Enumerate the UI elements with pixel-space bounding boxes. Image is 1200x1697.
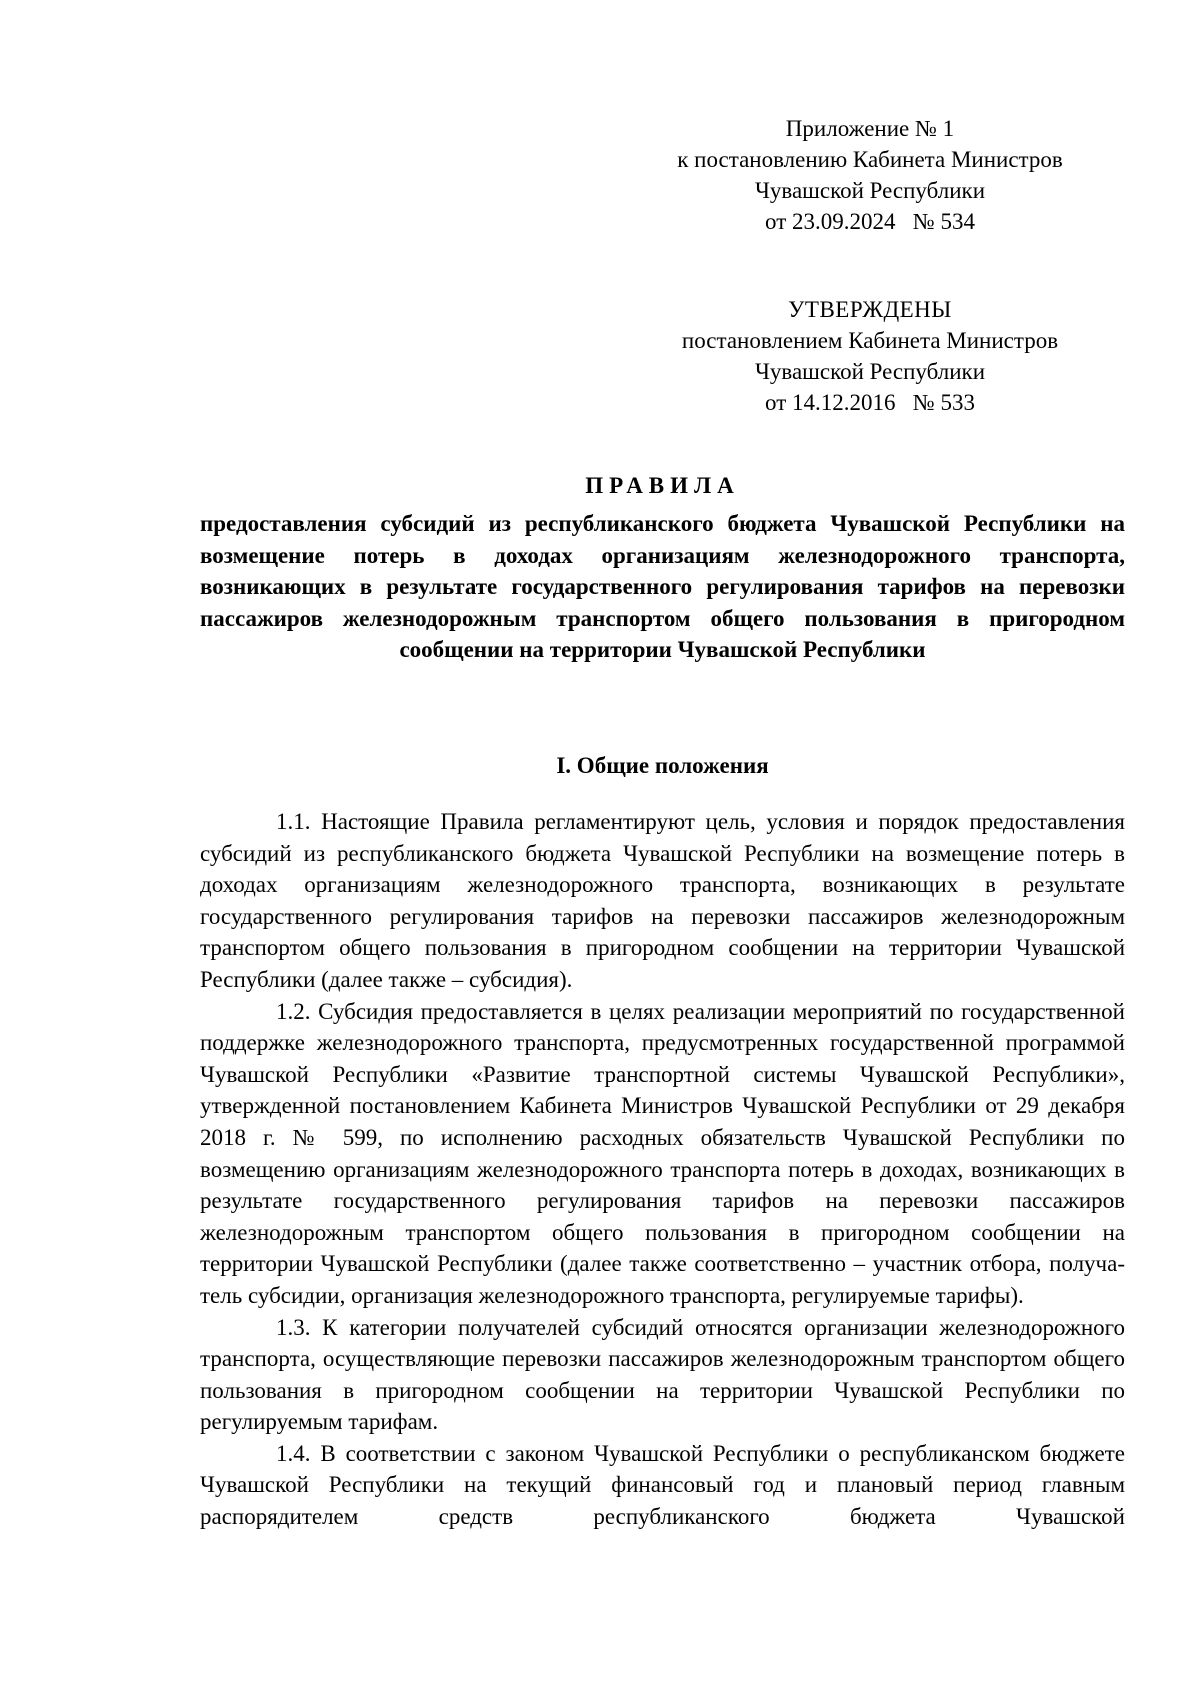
document-subtitle: предоставления субсидий из республиканского бюджета Чувашской Республики на возмещение потерь в доходах организациям железнодорожного транспорта, возникающих в результате государственного регулирования тарифов на перевозки пассажиров железнодорожным транспортом общего пользования в пригородном сообщении на территории Чувашской Республики	[200, 511, 1125, 663]
appendix-number: Приложение № 1	[785, 116, 955, 141]
section-heading: I. Общие положения	[556, 753, 769, 778]
approved-heading: УТВЕРЖДЕНЫ	[788, 297, 952, 322]
approved-republic: Чувашской Республики	[754, 359, 986, 384]
appendix-republic: Чувашской Республики	[754, 178, 986, 203]
section-body	[200, 806, 1125, 1533]
paragraph-1-2: 1.2. Субсидия предоставляется в целях реализации мероприятий по государственной поддержке железнодорожного транспорта, предусмотренных государственной программой Чувашской Республики «Развитие транспортной системы Чувашской Республики», утвержденной постановлением Кабинета Министров Чувашской Республики от 29 декабря 2018 г. № 599, по исполнению расходных обязательств Чувашской Республики по возмещению организациям железнодорожного транспорта потерь в доходах, возникающих в результате государственного регулирования тарифов на перевозки пассажиров железнодорожным транспортом общего пользования в пригородном сообщении на территории Чувашской Республики (далее также соответственно – участник отбора, получатель субсидии, организация железнодорожного транспорта, регулируемые тарифы).	[200, 998, 1125, 1308]
approved-by: постановлением Кабинета Министров	[681, 328, 1059, 353]
paragraph-1-3: 1.3. К категории получателей субсидий относятся организации железнодорожного транспорта, осуществляющие перевозки пассажиров железнодорожным транспортом общего пользования в пригородном сообщении на территории Чувашской Республики по регулируемым тарифам.	[200, 1314, 1125, 1435]
paragraph-1-4: 1.4. В соответствии с законом Чувашской Республики о республиканском бюджете Чувашской Республики на текущий финансовый год и плановый период главным распорядителем средств республиканского бюджета Чувашской	[200, 1440, 1125, 1530]
paragraph-1-1: 1.1. Настоящие Правила регламентируют цель, условия и порядок предоставления субсидий из республиканского бюджета Чувашской Республики на возмещение потерь в доходах организациям железнодорожного транспорта, возникающих в результате государственного регулирования тарифов на перевозки пассажиров железнодорожным транспортом общего пользования в пригородном сообщении на территории Чувашской Республики (далее также – субсидия).	[200, 809, 1125, 992]
document-title: ПРАВИЛА	[585, 473, 740, 498]
appendix-block	[620, 113, 1120, 237]
approved-date-number: от 14.12.2016 № 533	[765, 390, 975, 415]
approval-stamp-block	[620, 294, 1120, 418]
appendix-reference: к постановлению Кабинета Министров	[677, 147, 1063, 172]
appendix-date-number: от 23.09.2024 № 534	[765, 209, 975, 234]
